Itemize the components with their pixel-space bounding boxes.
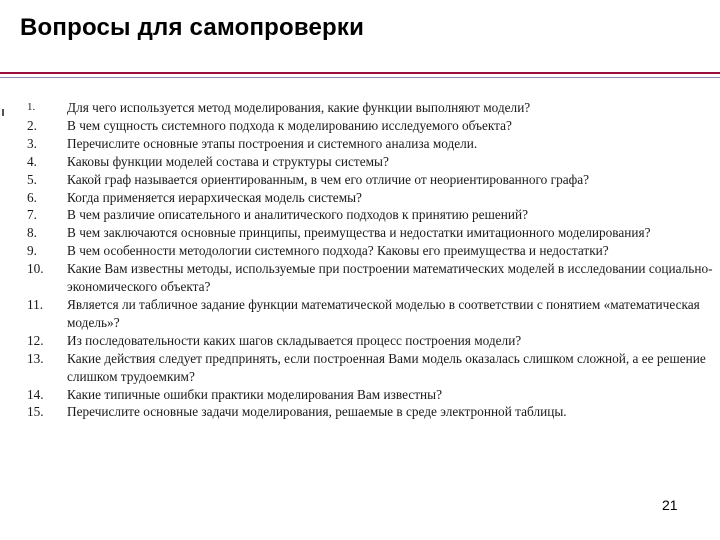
page-number: 21 [662,497,678,513]
list-item [27,224,717,242]
list-item [27,403,717,421]
list-item [27,350,717,386]
list-item [27,386,717,404]
item-number: 2. [27,117,37,133]
item-text: Когда применяется иерархическая модель системы? [67,189,362,205]
item-text: В чем особенности методологии системного подхода? Каковы его преимущества и недостатки? [67,243,609,259]
item-text: Какие типичные ошибки практики моделирования Вам известны? [67,386,443,402]
item-text: Какие Вам известны методы, используемые при построении математических моделей в исследовании социально-экономического объекта? [67,261,713,295]
list-item [27,242,717,260]
item-number: 15. [27,404,44,420]
list-item [27,135,717,153]
item-number: 6. [27,189,37,205]
item-number: 5. [27,171,37,187]
item-number: 8. [27,225,37,241]
list-item [27,153,717,171]
margin-mark [2,109,4,116]
list-item [27,189,717,207]
item-text: Перечислите основные этапы построения и системного анализа модели. [67,135,478,151]
item-text: Является ли табличное задание функции математической моделью в соответствии с понятием «математическая модель»? [67,296,700,330]
questions-list [27,99,717,421]
item-text: Какой граф называется ориентированным, в чем его отличие от неориентированного графа? [67,171,590,187]
title-divider [0,72,720,74]
list-item [27,332,717,350]
item-number: 11. [27,296,44,312]
item-text: Из последовательности каких шагов складывается процесс построения модели? [67,332,522,348]
item-number: 4. [27,153,37,169]
item-text: Для чего используется метод моделирования, какие функции выполняют модели? [67,100,531,115]
list-item [27,171,717,189]
item-number: 3. [27,135,37,151]
item-text: Перечислите основные задачи моделирования, решаемые в среде электронной таблицы. [67,404,567,420]
item-text: Какие действия следует предпринять, если построенная Вами модель оказалась слишком сложной, а ее решение слишком трудоемким? [67,350,706,384]
item-text: Каковы функции моделей состава и структуры системы? [67,153,389,169]
slide-title: Вопросы для самопроверки [20,14,365,41]
item-text: В чем различие описательного и аналитического подходов к принятию решений? [67,207,528,223]
item-text: В чем сущность системного подхода к моделированию исследуемого объекта? [67,117,512,133]
item-number: 10. [27,261,44,277]
item-number: 12. [27,332,44,348]
list-item [27,296,717,332]
item-number: 13. [27,350,44,366]
list-item [27,117,717,135]
list-item [27,260,717,296]
item-number: 1. [27,101,36,113]
list-item [27,99,717,117]
list-item [27,206,717,224]
title-divider-secondary [0,77,720,78]
item-number: 14. [27,386,44,402]
item-number: 7. [27,207,37,223]
item-number: 9. [27,243,37,259]
item-text: В чем заключаются основные принципы, преимущества и недостатки имитационного моделирования? [67,225,651,241]
